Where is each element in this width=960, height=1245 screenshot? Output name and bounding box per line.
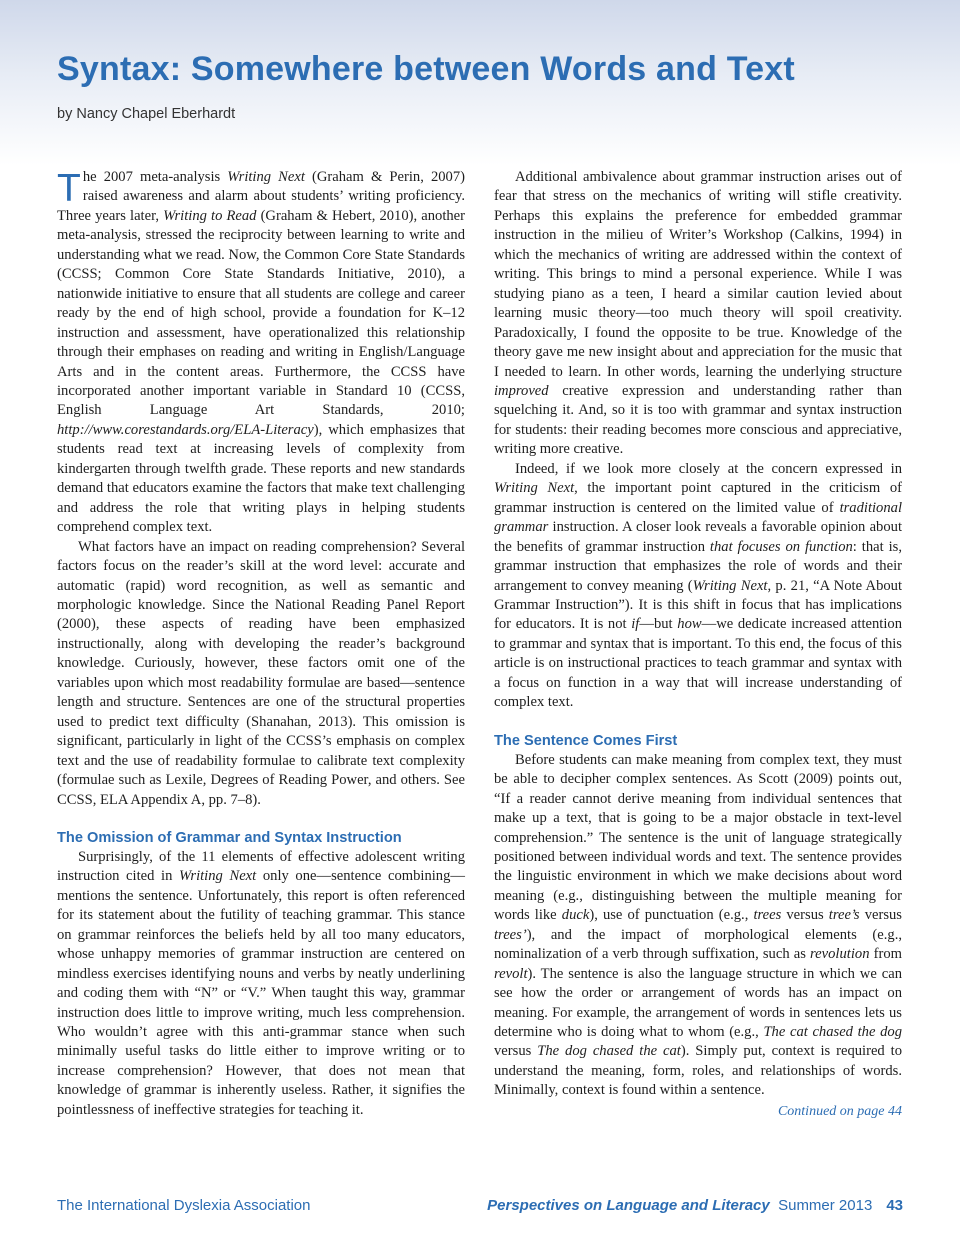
page-number: 43: [886, 1197, 903, 1214]
ambivalence-paragraph: Additional ambivalence about grammar instruction arises out of fear that stress on the mechanics of writing will stifle creativity. Perhaps this explains the preference for embedded grammar instruction in the milieu of Writer’s Workshop (Calkins, 1994) in which the mechanics of writing are addressed within the context of writing. This brings to mind a personal experience. While I was studying piano as a teen, I heard a similar caution levied about learning music theory—too much theory will spoil creativity. Paradoxically, I found the opposite to be true. Knowledge of the theory gave me new insight about and appreciation for the music that I needed to learn. In other words, learning the underlying structure improved creative expression and understanding rather than squelching it. And, so it is too with grammar and syntax instruction for students: their reading becomes more conscious and appreciative, writing more creative.: [494, 169, 902, 458]
left-column: [57, 168, 465, 1120]
right-column: [494, 168, 902, 1121]
section-heading-omission: The Omission of Grammar and Syntax Instruction: [57, 829, 402, 846]
page-footer: [57, 1197, 903, 1219]
standards-link[interactable]: http://www.corestandards.org/ELA-Literacy: [57, 421, 314, 438]
footer-journal: Perspectives on Language and Literacy: [487, 1197, 770, 1214]
intro-paragraph: The 2007 meta-analysis Writing Next (Graham & Perin, 2007) raised awareness and alarm about students’ writing proficiency. Three years later, Writing to Read (Graham & Hebert, 2010), another meta-analysis, stressed the reciprocity between learning to write and understanding what we read. Now, the Common Core State Standards (CCSS; Common Core State Standards Initiative, 2010), a nationwide initiative to ensure that all students are college and career ready by the end of high school, provide a foundation for K–12 instruction and assessment, have operationalized this relationship through their emphases on reading and writing in English/Language Arts and in the content areas. Furthermore, the CCSS have incorporated another important variable in Standard 10 (CCSS, English Language Art Standards, 2010; http://www.corestandards.org/ELA-Literacy), which emphasizes that students read text at increasing levels of complexity from kindergarten through twelfth grade. These reports and new standards demand that educators examine the factors that make text challenging and address the role that writing plays in helping students comprehend complex text.: [57, 167, 466, 536]
function-paragraph: Indeed, if we look more closely at the concern expressed in Writing Next, the important point captured in the criticism of grammar instruction is centered on the limited value of traditional grammar instruction. A closer look reveals a favorable opinion about the benefits of grammar instruction that focuses on function: that is, grammar instruction that emphasizes the role of words and their arrangement to convey meaning (Writing Next, p. 21, “A Note About Grammar Instruction”). It is this shift in focus that has implications for educators. It is not if—but how—we dedicate increased attention to grammar and syntax that is important. To this end, the focus of this article is on instructional practices to teach grammar and syntax with a focus on function in a way that will increase understanding of complex text.: [494, 460, 903, 711]
sentence-paragraph: Before students can make meaning from complex text, they must be able to decipher complex sentences. As Scott (2009) points out, “If a reader cannot derive meaning from individual sentences that make up a text, that is going to be a major obstacle in text-level comprehension.” The sentence is the unit of language strategically positioned between individual words and text. The sentence provides the linguistic environment in which we make decisions about word meaning (e.g., distinguishing between the multiple meaning for words like duck), use of punctuation (e.g., trees versus tree’s versus trees’), and the impact of morphological elements (e.g., nominalization of a verb through suffixation, such as revolution from revolt). The sentence is also the language structure in which we can see how the order or arrangement of words has an impact on meaning. For example, the arrangement of words in sentences lets us determine who is doing what to whom (e.g., The cat chased the dog versus The dog chased the cat). Simply put, context is required to understand the meaning, form, roles, and relationships of words. Minimally, context is found within a sentence.: [494, 751, 902, 1099]
omission-paragraph: Surprisingly, of the 11 elements of effective adolescent writing instruction cited in Writing Next only one—sentence combining—mentions the sentence. Unfortunately, this report is often referenced for its statement about the futility of teaching grammar. This stance on grammar reinforces the beliefs held by all too many educators, whose unhappy memories of grammar instruction are centered on mindless exercises identifying nouns and verbs by neatly underlining and coding them with “N” or “V.” When taught this way, grammar instruction does little to improve writing, much less comprehension. Who wouldn’t agree with this anti-grammar stance when such minimally useful tasks do little either to improve writing or to increase comprehension? However, that does not mean that knowledge of grammar is inherently useless. Rather, it signifies the pointlessness of ineffective strategies for teaching it.: [57, 848, 465, 1118]
article-title: Syntax: Somewhere between Words and Text: [57, 50, 795, 88]
article-byline: by Nancy Chapel Eberhardt: [57, 106, 236, 122]
drop-cap: T: [57, 167, 81, 210]
continued-link[interactable]: Continued on page 44: [777, 1103, 902, 1119]
footer-issue: Summer 2013: [778, 1197, 873, 1214]
factors-paragraph: What factors have an impact on reading comprehension? Several factors focus on the reader’s skill at the word level: accurate and automatic (rapid) word recognition, as well as semantic and morphologic knowledge. Since the National Reading Panel Report (2000), these aspects of reading have been emphasized instructionally, along with developing the reader’s background knowledge. Curiously, however, these factors omit one of the variables upon which most readability formulae are based—sentence length and structure. Sentences are one of the structural properties used to predict text difficulty (Shanahan, 2013). This omission is significant, particularly in light of the CCSS’s emphasis on complex text and the use of readability formulae to calibrate text complexity (formulae such as Lexile, Degrees of Reading Power, and others. See CCSS, ELA Appendix A, pp. 7–8).: [57, 538, 465, 808]
section-heading-sentence: The Sentence Comes First: [494, 732, 678, 749]
footer-organization: The International Dyslexia Association: [57, 1197, 311, 1214]
footer-issue-info: [487, 1197, 903, 1214]
